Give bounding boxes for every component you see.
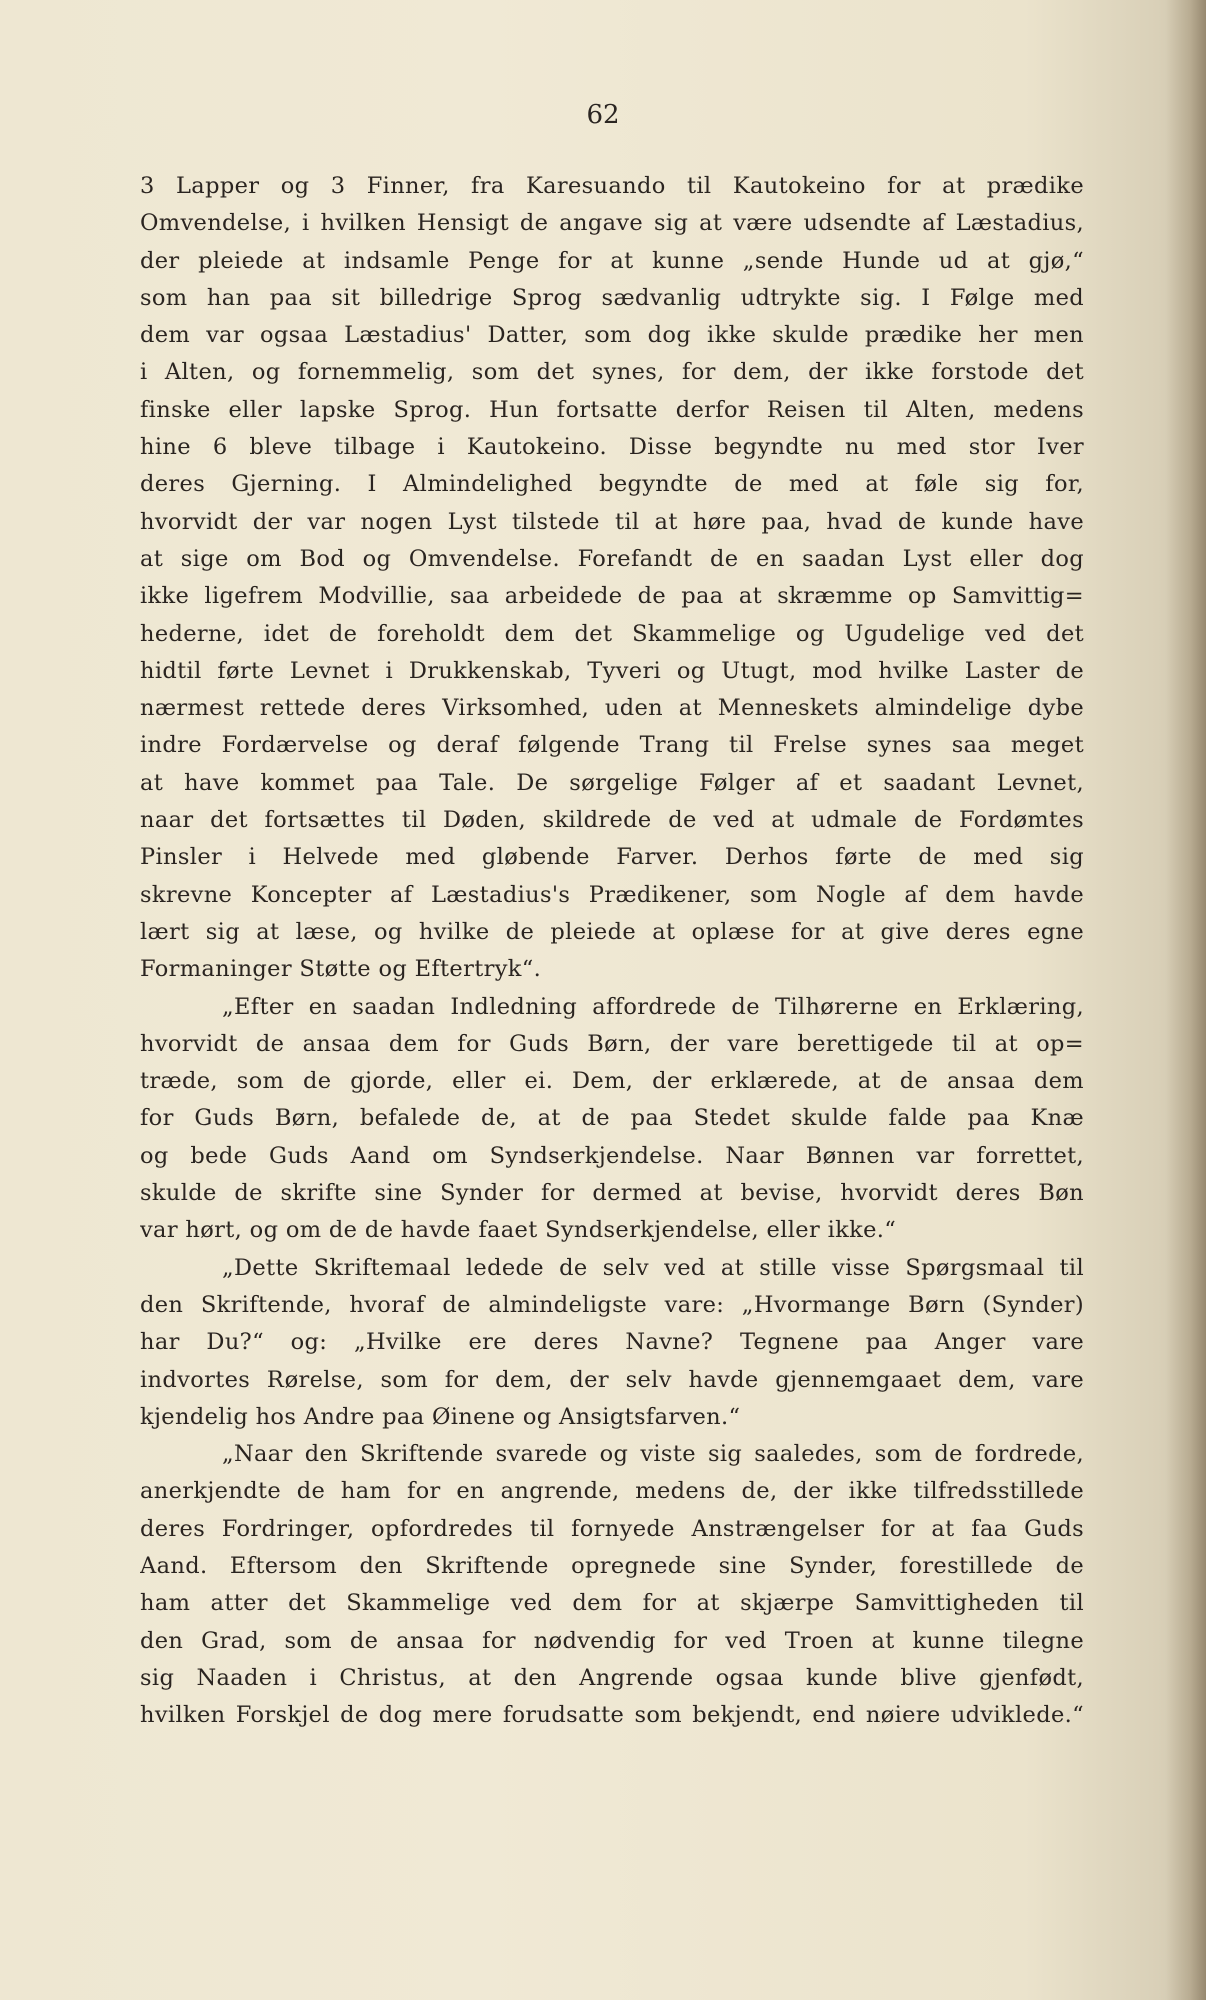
text-line: indre Fordærvelse og deraf følgende Trang til Frelse synes saa meget bbox=[140, 732, 1084, 759]
text-line: Aand. Eftersom den Skriftende opregnede sine Synder, forestillede de bbox=[140, 1552, 1084, 1579]
page-number: 62 bbox=[586, 100, 620, 130]
text-line: i Alten, og fornemmelig, som det synes, for dem, der ikke forstode det bbox=[140, 359, 1084, 386]
text-line: sig Naaden i Christus, at den Angrende ogsaa kunde blive gjenfødt, bbox=[140, 1664, 1084, 1691]
text-line: har Du?“ og: „Hvilke ere deres Navne? Tegnene paa Anger vare bbox=[140, 1329, 1084, 1356]
text-line: deres Fordringer, opfordredes til fornyede Anstrængelser for at faa Guds bbox=[140, 1515, 1084, 1542]
text-line: „Naar den Skriftende svarede og viste sig saaledes, som de fordrede, bbox=[222, 1441, 1084, 1468]
text-line: nærmest rettede deres Virksomhed, uden at Menneskets almindelige dybe bbox=[140, 695, 1084, 722]
text-line: Omvendelse, i hvilken Hensigt de angave sig at være udsendte af Læstadius, bbox=[140, 210, 1084, 237]
text-line: hederne, idet de foreholdt dem det Skammelige og Ugudelige ved det bbox=[140, 620, 1084, 647]
text-line: ham atter det Skammelige ved dem for at skjærpe Samvittigheden til bbox=[140, 1590, 1084, 1617]
text-line: „Efter en saadan Indledning affordrede de Tilhørerne en Erklæring, bbox=[222, 993, 1084, 1020]
text-line: finske eller lapske Sprog. Hun fortsatte derfor Reisen til Alten, medens bbox=[140, 396, 1084, 423]
text-line: anerkjendte de ham for en angrende, medens de, der ikke tilfredsstillede bbox=[140, 1478, 1084, 1505]
text-line: den Grad, som de ansaa for nødvendig for ved Troen at kunne tilegne bbox=[140, 1627, 1084, 1654]
text-line: Pinsler i Helvede med gløbende Farver. Derhos førte de med sig bbox=[140, 844, 1084, 871]
text-line: at sige om Bod og Omvendelse. Forefandt de en saadan Lyst eller dog bbox=[140, 545, 1084, 572]
text-line: for Guds Børn, befalede de, at de paa Stedet skulde falde paa Knæ bbox=[140, 1105, 1084, 1132]
text-line: som han paa sit billedrige Sprog sædvanlig udtrykte sig. I Følge med bbox=[140, 284, 1084, 311]
text-line: hvorvidt der var nogen Lyst tilstede til at høre paa, hvad de kunde have bbox=[140, 508, 1084, 535]
text-line: Formaninger Støtte og Eftertryk“. bbox=[140, 956, 542, 983]
text-line: dem var ogsaa Læstadius' Datter, som dog ikke skulde prædike her men bbox=[140, 322, 1084, 349]
text-line: skrevne Koncepter af Læstadius's Prædikener, som Nogle af dem havde bbox=[140, 881, 1084, 908]
text-line: der pleiede at indsamle Penge for at kunne „sende Hunde ud at gjø,“ bbox=[140, 247, 1084, 274]
text-line: ikke ligefrem Modvillie, saa arbeidede de paa at skræmme op Samvittig= bbox=[140, 583, 1084, 610]
text-line: 3 Lapper og 3 Finner, fra Karesuando til Kautokeino for at prædike bbox=[140, 173, 1084, 199]
text-line: træde, som de gjorde, eller ei. Dem, der erklærede, at de ansaa dem bbox=[140, 1068, 1084, 1095]
text-line: hine 6 bleve tilbage i Kautokeino. Disse begyndte nu med stor Iver bbox=[140, 434, 1084, 461]
text-line: naar det fortsættes til Døden, skildrede de ved at udmale de Fordømtes bbox=[140, 807, 1084, 834]
text-line: hvilken Forskjel de dog mere forudsatte som bekjendt, end nøiere udviklede.“ bbox=[140, 1702, 1084, 1729]
text-line: den Skriftende, hvoraf de almindeligste vare: „Hvormange Børn (Synder) bbox=[140, 1291, 1084, 1318]
text-line: var hørt, og om de de havde faaet Syndserkjendelse, eller ikke.“ bbox=[140, 1217, 897, 1244]
page-gutter-shadow bbox=[1166, 0, 1206, 2000]
body-text bbox=[140, 168, 1084, 1734]
text-line: at have kommet paa Tale. De sørgelige Følger af et saadant Levnet, bbox=[140, 769, 1084, 796]
text-line: kjendelig hos Andre paa Øinene og Ansigtsfarven.“ bbox=[140, 1403, 741, 1430]
text-line: indvortes Rørelse, som for dem, der selv havde gjennemgaaet dem, vare bbox=[140, 1366, 1084, 1393]
text-line: „Dette Skriftemaal ledede de selv ved at stille visse Spørgsmaal til bbox=[222, 1254, 1084, 1281]
text-line: hidtil førte Levnet i Drukkenskab, Tyveri og Utugt, mod hvilke Laster de bbox=[140, 657, 1084, 684]
text-line: lært sig at læse, og hvilke de pleiede at oplæse for at give deres egne bbox=[140, 918, 1084, 945]
text-line: og bede Guds Aand om Syndserkjendelse. Naar Bønnen var forrettet, bbox=[140, 1142, 1084, 1169]
text-line: hvorvidt de ansaa dem for Guds Børn, der vare berettigede til at op= bbox=[140, 1030, 1084, 1057]
text-line: deres Gjerning. I Almindelighed begyndte de med at føle sig for, bbox=[140, 471, 1084, 498]
text-line: skulde de skrifte sine Synder for dermed at bevise, hvorvidt deres Bøn bbox=[140, 1180, 1084, 1207]
